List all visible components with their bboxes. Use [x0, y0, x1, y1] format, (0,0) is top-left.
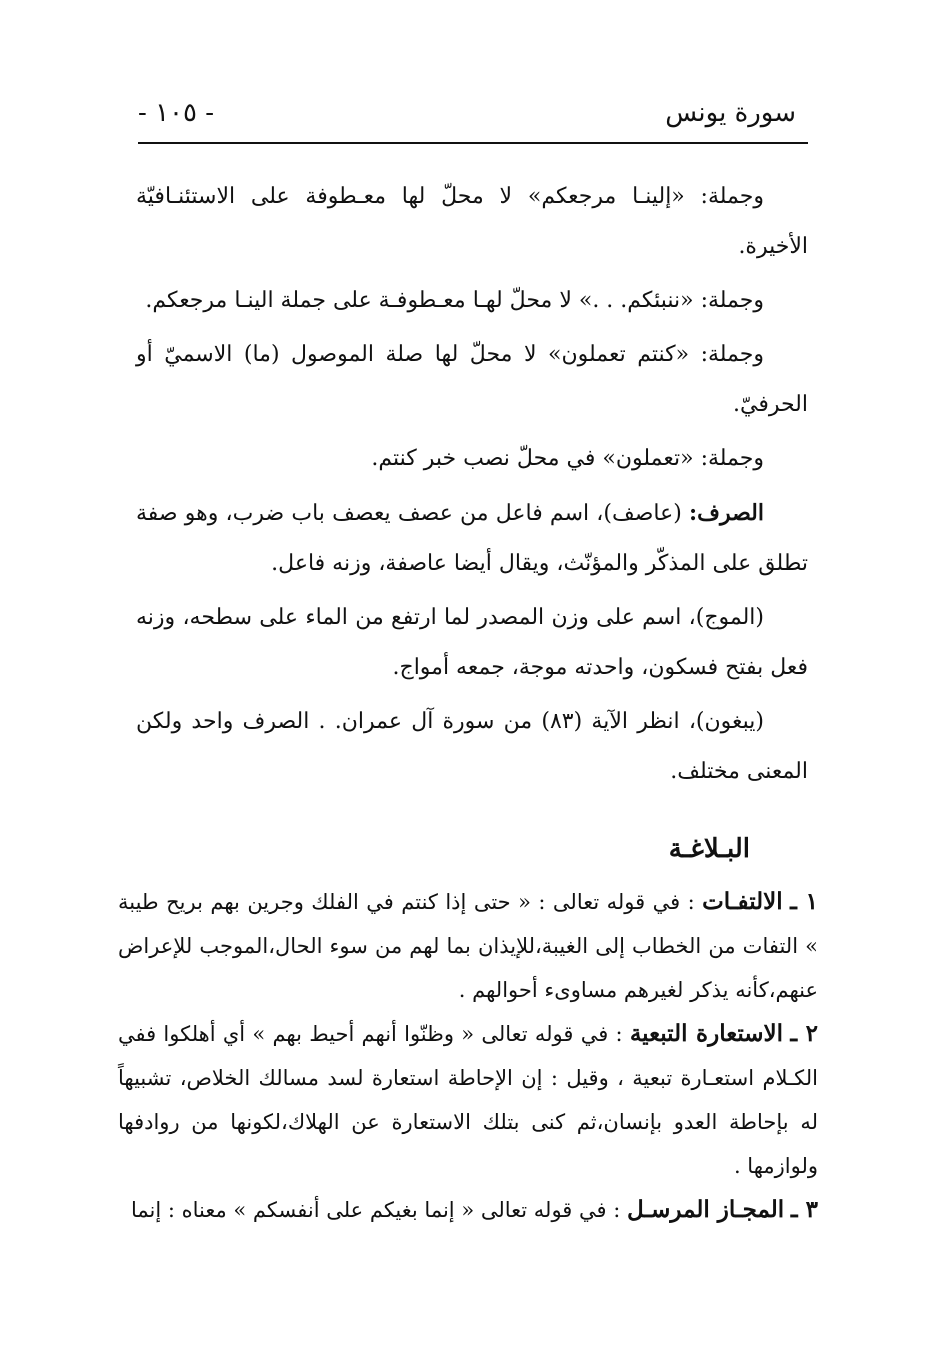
item-title: الاستعارة التبعية — [629, 1020, 784, 1047]
item-number: ٢ ـ — [790, 1020, 818, 1047]
paragraph: وجملة: «إلينـا مرجعكم» لا محلّ لها معـطوفة على الاستئنـافيّة الأخيرة. — [136, 184, 808, 259]
item-title: الالتفـات — [702, 888, 783, 915]
page-header — [138, 94, 808, 138]
item-text: : في قوله تعالى « إنما بغيكم على أنفسكم » معناه : إنما — [130, 1198, 627, 1222]
list-item — [118, 1188, 818, 1232]
item-number: ١ ـ — [790, 888, 818, 915]
page-title: سورة يونس — [665, 98, 796, 128]
page-number: - ١٠٥ - — [138, 98, 215, 128]
sarf-label: الصرف: — [689, 500, 764, 526]
list-item — [118, 1012, 818, 1188]
paragraph: (يبغون)، انظر الآية (٨٣) من سورة آل عمران. . الصرف واحد ولكن المعنى مختلف. — [136, 709, 808, 784]
header-divider — [138, 142, 808, 144]
paragraph: (الموج)، اسم على وزن المصدر لما ارتفع من الماء على سطحه، وزنه فعل بفتح فسكون، واحدته موجة، جمعه أمواج. — [136, 605, 808, 680]
section-heading: البـلاغـة — [668, 834, 750, 864]
item-text: : في قوله تعالى : « حتى إذا كنتم في الفلك وجرين بهم بريح طيبة » التفات من الخطاب إلى الغيبة،للإيذان بما لهم من سوء الحال،الموجب للإعراض عنهم،كأنه يذكر لغيرهم مساوىء أحوالهم . — [118, 890, 818, 1002]
paragraph: وجملة: «تعملون» في محلّ نصب خبر كنتم. — [371, 446, 764, 471]
item-text: : في قوله تعالى « وظنّوا أنهم أحيط بهم » أي أهلكوا ففي الكـلام استعـارة تبعية ، وقيل : إن الإحاطة استعارة لسد مسالك الخلاص، تشبيهاً له بإحاطة العدو بإنسان،ثم كنى بتلك الاستعارة عن الهلاك،لكونها من روادفها ولوازمها . — [118, 1022, 818, 1178]
rhetoric-list — [118, 880, 818, 1232]
paragraph: وجملة: «كنتم تعملون» لا محلّ لها صلة الموصول (ما) الاسميّ أو الحرفيّ. — [136, 342, 808, 417]
sarf-paragraph — [136, 488, 808, 589]
main-text — [136, 172, 808, 801]
sarf-text: (عاصف)، اسم فاعل من عصف يعصف باب ضرب، وهو صفة تطلق على المذكّر والمؤنّث، ويقال أيضا عاصفة، وزنه فاعل. — [136, 501, 808, 576]
list-item — [118, 880, 818, 1012]
item-number: ٣ ـ — [790, 1196, 818, 1223]
paragraph: وجملة: «ننبئكم. . .» لا محلّ لهـا معـطوفـة على جملة الينـا مرجعكم. — [145, 288, 764, 313]
item-title: المجـاز المرسـل — [626, 1196, 785, 1223]
